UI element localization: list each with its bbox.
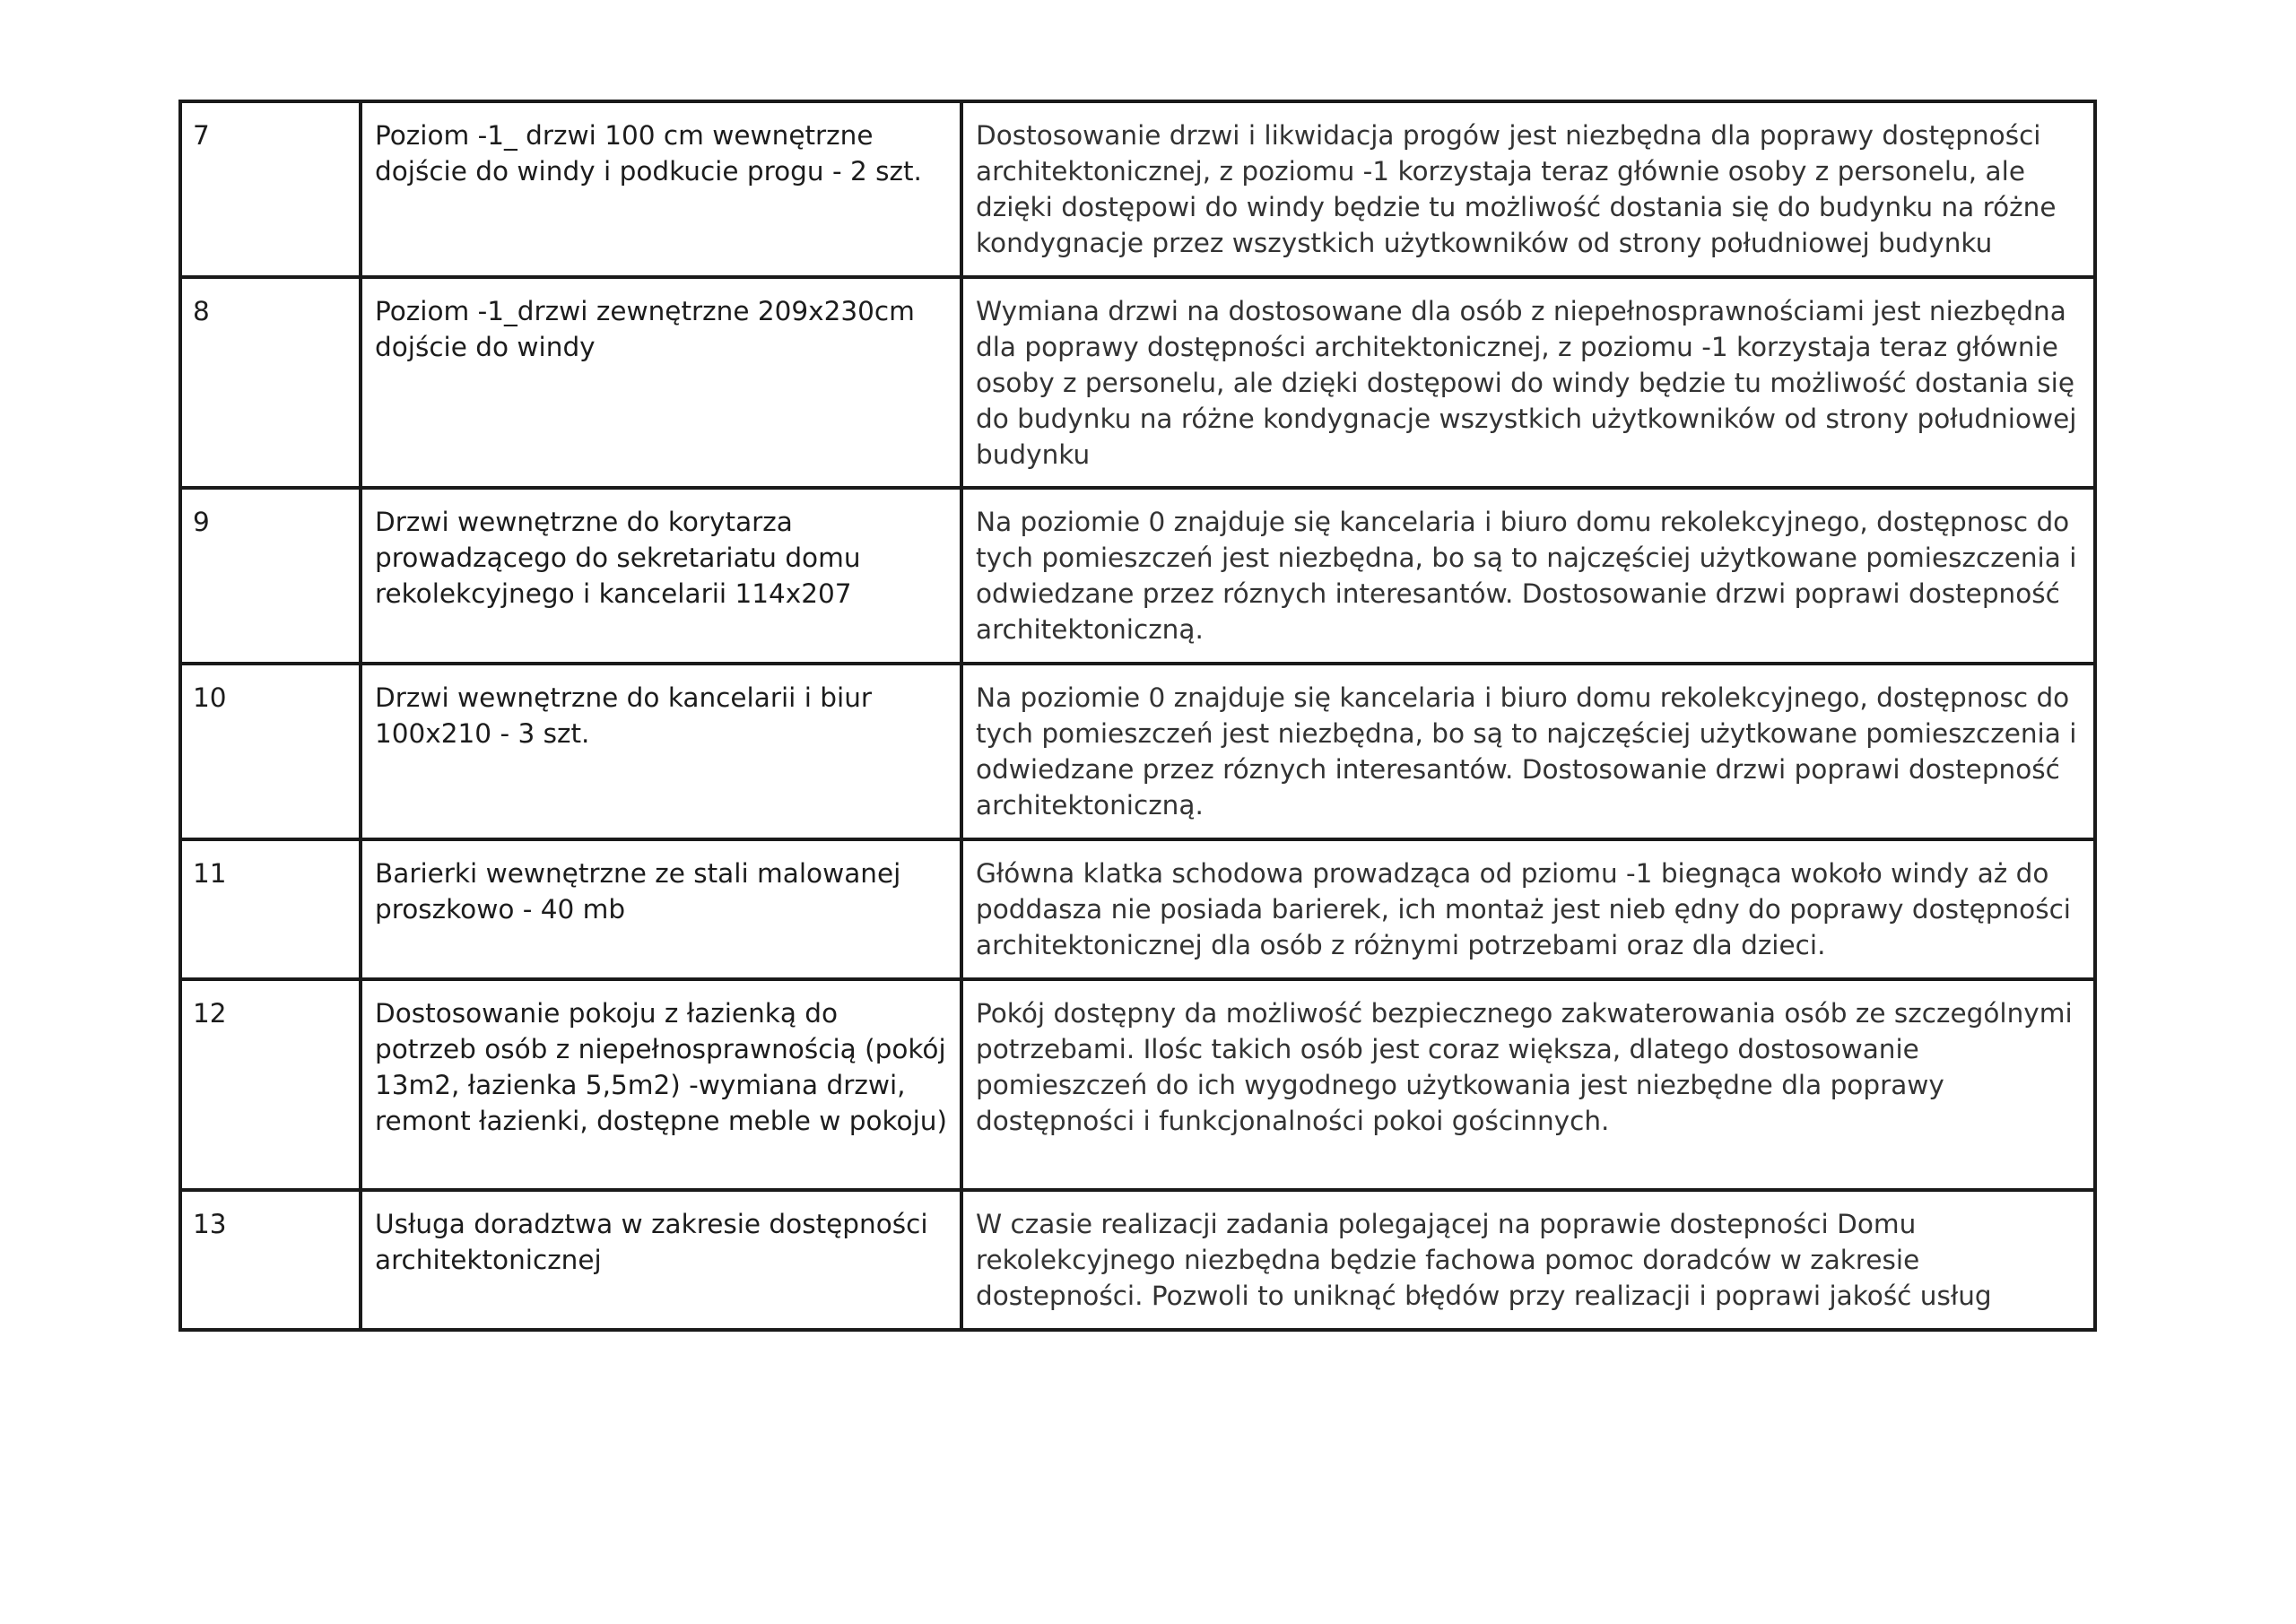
table-row (180, 101, 2095, 277)
row-item: Dostosowanie pokoju z łazienką do potrzeb osób z niepełnosprawnością (pokój 13m2, łazienka 5,5m2) -wymiana drzwi, remont łazienki, dostępne meble w pokoju) (361, 979, 961, 1190)
items-table (178, 100, 2097, 1332)
row-number: 7 (180, 101, 361, 277)
row-description: W czasie realizacji zadania polegającej na poprawie dostepności Domu rekolekcyjnego niezbędna będzie fachowa pomoc doradców w zakresie dostepności. Pozwoli to uniknąć błędów przy realizacji i poprawi jakość usług (961, 1190, 2095, 1330)
table-row (180, 839, 2095, 979)
row-number: 13 (180, 1190, 361, 1330)
table-row (180, 979, 2095, 1190)
row-item: Barierki wewnętrzne ze stali malowanej proszkowo - 40 mb (361, 839, 961, 979)
row-description: Główna klatka schodowa prowadząca od pziomu -1 biegnąca wokoło windy aż do poddasza nie posiada barierek, ich montaż jest nieb ędny do poprawy dostępności architektonicznej dla osób z różnymi potrzebami oraz dla dzieci. (961, 839, 2095, 979)
row-description: Dostosowanie drzwi i likwidacja progów jest niezbędna dla poprawy dostępności architektonicznej, z poziomu -1 korzystaja teraz głównie osoby z personelu, ale dzięki dostępowi do windy będzie tu możliwość dostania się do budynku na różne kondygnacje przez wszystkich użytkowników od strony południowej budynku (961, 101, 2095, 277)
row-description: Na poziomie 0 znajduje się kancelaria i biuro domu rekolekcyjnego, dostępnosc do tych pomieszczeń jest niezbędna, bo są to najczęściej użytkowane pomieszczenia i odwiedzane przez róznych interesantów. Dostosowanie drzwi poprawi dostepność architektoniczną. (961, 488, 2095, 664)
row-number: 9 (180, 488, 361, 664)
row-number: 11 (180, 839, 361, 979)
table-row (180, 1190, 2095, 1330)
row-description: Na poziomie 0 znajduje się kancelaria i biuro domu rekolekcyjnego, dostępnosc do tych pomieszczeń jest niezbędna, bo są to najczęściej użytkowane pomieszczenia i odwiedzane przez róznych interesantów. Dostosowanie drzwi poprawi dostepność architektoniczną. (961, 664, 2095, 839)
table-row (180, 488, 2095, 664)
row-item: Usługa doradztwa w zakresie dostępności architektonicznej (361, 1190, 961, 1330)
table-row (180, 277, 2095, 488)
row-number: 10 (180, 664, 361, 839)
row-item: Drzwi wewnętrzne do korytarza prowadzącego do sekretariatu domu rekolekcyjnego i kancelarii 114x207 (361, 488, 961, 664)
row-description: Pokój dostępny da możliwość bezpiecznego zakwaterowania osób ze szczególnymi potrzebami. Ilośc takich osób jest coraz większa, dlatego dostosowanie pomieszczeń do ich wygodnego użytkowania jest niezbędne dla poprawy dostępności i funkcjonalności pokoi gościnnych. (961, 979, 2095, 1190)
row-number: 12 (180, 979, 361, 1190)
table-row (180, 664, 2095, 839)
row-number: 8 (180, 277, 361, 488)
row-item: Poziom -1_drzwi zewnętrzne 209x230cm dojście do windy (361, 277, 961, 488)
row-item: Drzwi wewnętrzne do kancelarii i biur 100x210 - 3 szt. (361, 664, 961, 839)
row-item: Poziom -1_ drzwi 100 cm wewnętrzne dojście do windy i podkucie progu - 2 szt. (361, 101, 961, 277)
row-description: Wymiana drzwi na dostosowane dla osób z niepełnosprawnościami jest niezbędna dla poprawy dostępności architektonicznej, z poziomu -1 korzystaja teraz głównie osoby z personelu, ale dzięki dostępowi do windy będzie tu możliwość dostania się do budynku na różne kondygnacje wszystkich użytkowników od strony południowej budynku (961, 277, 2095, 488)
